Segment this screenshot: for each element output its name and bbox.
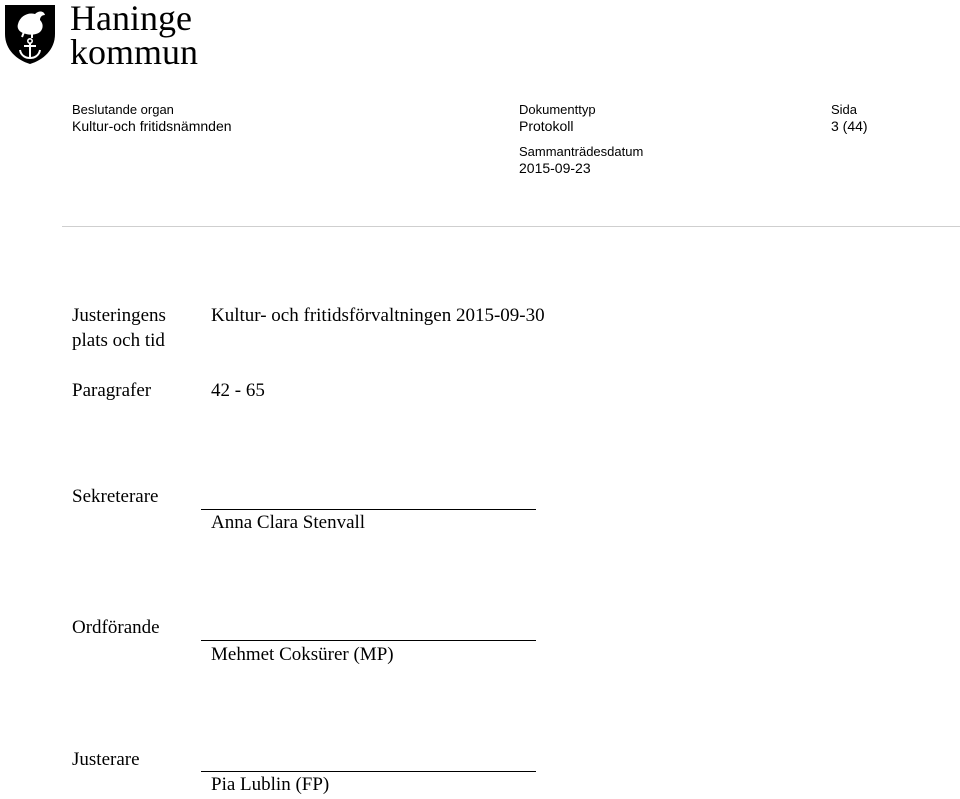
signature-role: Justerare <box>72 749 140 770</box>
paragrafer-label: Paragrafer <box>72 380 152 401</box>
signature-name: Pia Lublin (FP) <box>211 774 330 795</box>
organ-value: Kultur-och fritidsnämnden <box>72 118 232 134</box>
organ-label: Beslutande organ <box>72 102 174 117</box>
justering-label-line-1: Justeringens <box>72 305 166 326</box>
header-divider <box>62 226 960 227</box>
logo-line-2: kommun <box>70 32 199 72</box>
coat-of-arms-icon <box>2 2 58 66</box>
haninge-logo <box>0 0 225 70</box>
signature-line <box>201 640 536 641</box>
page-label: Sida <box>831 102 858 117</box>
date-value: 2015-09-23 <box>519 160 591 176</box>
justering-value: Kultur- och fritidsförvaltningen 2015-09-30 <box>211 305 545 326</box>
signature-role: Sekreterare <box>72 486 159 507</box>
logo-line-1: Haninge <box>70 0 192 38</box>
paragrafer-value: 42 - 65 <box>211 380 265 401</box>
doctype-label: Dokumenttyp <box>519 102 596 117</box>
date-label: Sammanträdesdatum <box>519 144 644 159</box>
page-value: 3 (44) <box>831 118 868 134</box>
signature-line <box>201 509 536 510</box>
signature-line <box>201 771 536 772</box>
signature-name: Mehmet Coksürer (MP) <box>211 644 394 665</box>
doctype-value: Protokoll <box>519 118 574 134</box>
justering-label-line-2: plats och tid <box>72 330 165 351</box>
signature-name: Anna Clara Stenvall <box>211 512 366 533</box>
signature-role: Ordförande <box>72 617 160 638</box>
